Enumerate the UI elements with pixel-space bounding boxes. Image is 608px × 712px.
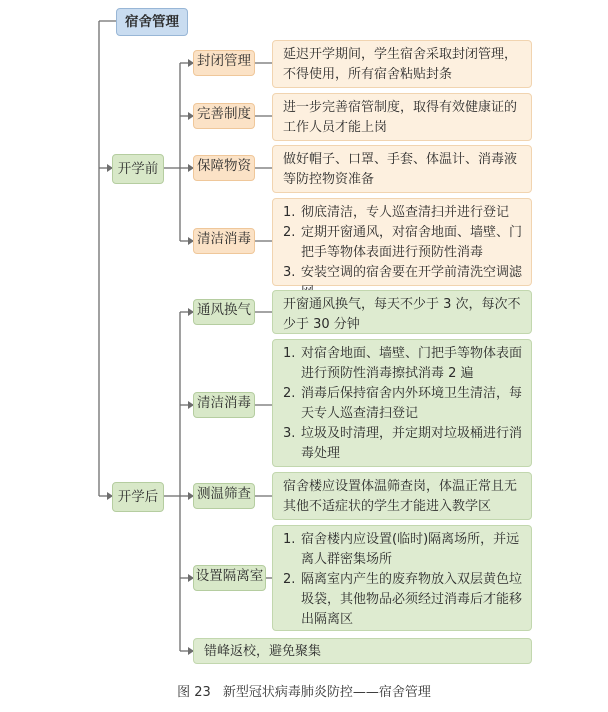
category-improve-rules: 完善制度 [193,103,255,129]
desc-cleaning-before [272,198,532,286]
desc-cleaning-after [272,339,532,467]
phase-after: 开学后 [112,482,164,512]
list-item: 2. 消毒后保持宿舍内外环境卫生清洁，每天专人巡查清扫登记 [283,386,523,421]
list-item: 2. 隔离室内产生的废弃物放入双层黄色垃圾袋，其他物品必须经过消毒后才能移出隔离区 [283,572,523,627]
desc-improve-rules: 进一步完善宿管制度，取得有效健康证的工作人员才能上岗 [272,93,532,141]
category-isolation-room: 设置隔离室 [193,565,266,591]
figure-number: 图 23 [177,685,211,700]
desc-staggered-return: 错峰返校，避免聚集 [193,638,532,664]
category-cleaning-after: 清洁消毒 [193,392,255,418]
list-item: 1. 宿舍楼内应设置(临时)隔离场所，并远离人群密集场所 [283,532,520,567]
figure-title: 新型冠状病毒肺炎防控——宿舍管理 [222,685,431,700]
desc-closed-management: 延迟开学期间，学生宿舍采取封闭管理，不得使用，所有宿舍粘贴封条 [272,40,532,88]
list-item: 2. 定期开窗通风，对宿舍地面、墙壁、门把手等物体表面进行预防性消毒 [283,225,523,260]
root-node: 宿舍管理 [116,8,188,36]
desc-ventilation: 开窗通风换气，每天不少于 3 次，每次不少于 30 分钟 [272,290,532,334]
desc-isolation-room [272,525,532,631]
category-temperature-screening: 测温筛查 [193,483,255,509]
category-closed-management: 封闭管理 [193,50,255,76]
category-cleaning-before: 清洁消毒 [193,228,255,254]
list-item: 1. 对宿舍地面、墙壁、门把手等物体表面进行预防性消毒擦拭消毒 2 遍 [283,346,523,381]
desc-supplies: 做好帽子、口罩、手套、体温计、消毒液等防控物资准备 [272,145,532,193]
phase-before: 开学前 [112,154,164,184]
list-item: 3. 安装空调的宿舍要在开学前清洗空调滤 [283,265,523,280]
desc-temperature-screening: 宿舍楼应设置体温筛查岗，体温正常且无其他不适症状的学生才能进入教学区 [272,472,532,520]
list-item: 3. 垃圾及时清理，并定期对垃圾桶进行消毒处理 [283,426,523,461]
category-ventilation: 通风换气 [193,299,255,325]
list-item: 1. 彻底清洁，专人巡查清扫并进行登记 [283,205,510,220]
figure-caption [0,681,608,700]
category-supplies: 保障物资 [193,155,255,181]
